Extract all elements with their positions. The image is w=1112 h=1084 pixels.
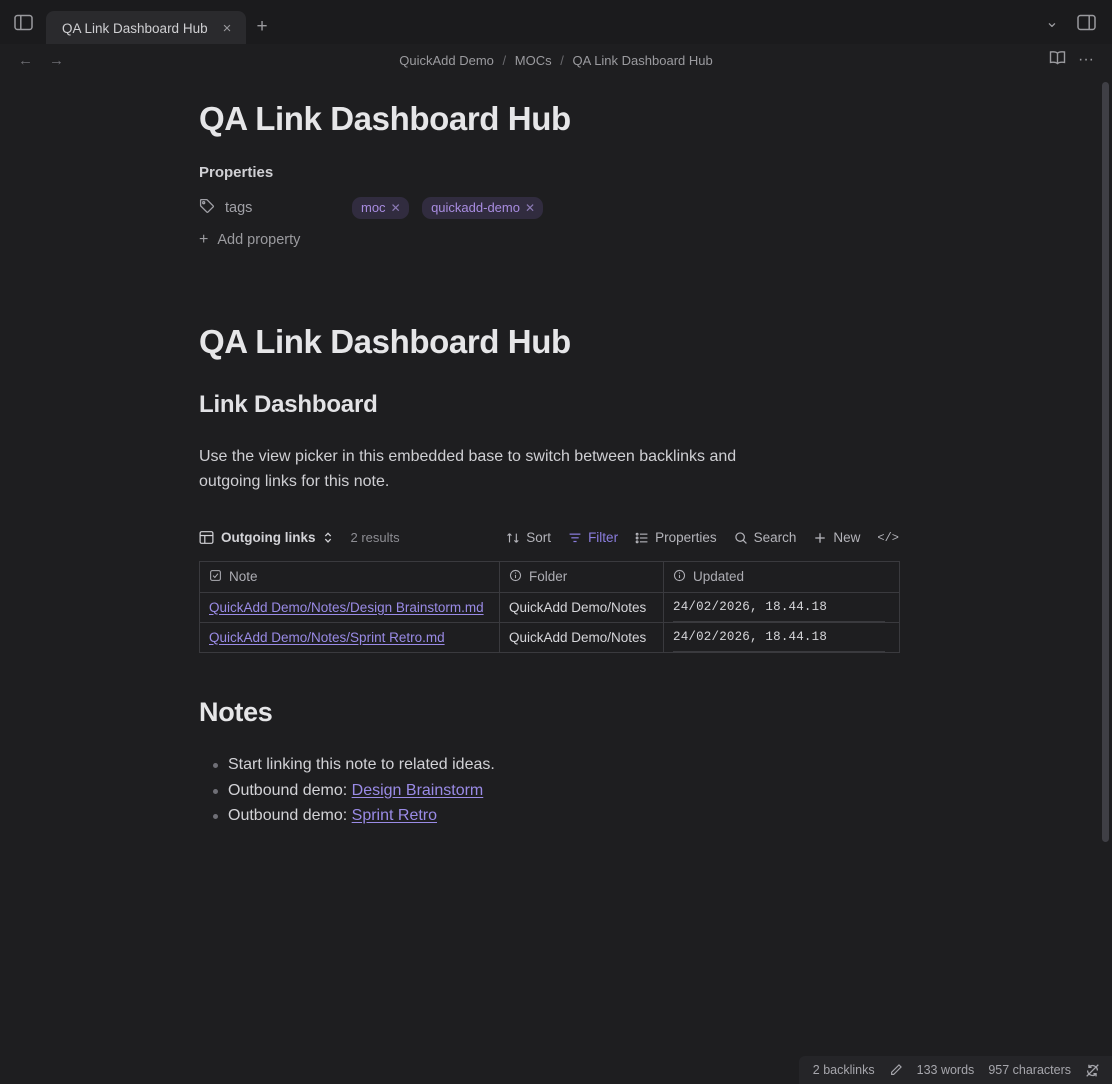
tag-pill-quickadd-demo[interactable]	[422, 197, 543, 219]
results-count: 2 results	[350, 530, 400, 546]
search-button[interactable]	[734, 530, 797, 545]
character-count: 957 characters	[988, 1063, 1071, 1077]
tag-label: quickadd-demo	[431, 200, 520, 215]
sort-button[interactable]	[506, 530, 551, 545]
tag-pill-moc[interactable]	[352, 197, 409, 219]
pencil-icon[interactable]	[889, 1063, 903, 1077]
column-header-folder[interactable]	[500, 561, 664, 592]
property-key-label: tags	[225, 200, 253, 216]
filter-icon	[568, 531, 582, 545]
property-key[interactable]	[199, 198, 352, 218]
new-tab-icon[interactable]: +	[256, 16, 268, 37]
view-header	[0, 44, 1112, 76]
tag-label: moc	[361, 200, 386, 215]
sort-label: Sort	[526, 530, 552, 546]
close-icon[interactable]: ×	[222, 19, 232, 37]
table-icon	[199, 530, 214, 545]
embedded-base	[199, 523, 899, 653]
base-table	[199, 561, 900, 653]
chevron-down-icon[interactable]: ⌄	[1045, 14, 1059, 31]
tag-icon	[199, 198, 215, 218]
cell-folder: QuickAdd Demo/Notes	[500, 622, 664, 652]
book-icon[interactable]	[1049, 50, 1066, 70]
property-row-tags	[199, 195, 1112, 221]
breadcrumb-item-0[interactable]: QuickAdd Demo	[399, 52, 494, 68]
notes-heading: Notes	[199, 696, 273, 727]
word-count: 133 words	[916, 1063, 975, 1077]
remove-tag-icon[interactable]: ✕	[524, 200, 536, 215]
back-icon[interactable]: ←	[18, 51, 33, 69]
header-actions	[1049, 50, 1112, 70]
code-icon-glyph: </>	[877, 530, 899, 545]
code-view-icon[interactable]	[877, 531, 899, 545]
new-label: New	[833, 530, 861, 546]
titlebar-controls	[1038, 0, 1112, 44]
list-item	[213, 803, 1112, 829]
backlinks-count[interactable]: 2 backlinks	[812, 1063, 875, 1077]
note-content	[0, 76, 1112, 1084]
plus-icon	[813, 531, 827, 545]
note-link[interactable]: QuickAdd Demo/Notes/Design Brainstorm.md	[209, 599, 484, 615]
table-body	[200, 592, 900, 652]
search-label: Search	[753, 530, 797, 546]
body-heading-1: QA Link Dashboard Hub	[199, 323, 571, 360]
info-icon	[509, 569, 522, 585]
list-item-text: Outbound demo:	[228, 807, 352, 825]
title-bar	[0, 0, 1112, 44]
sidebar-toggle-icon[interactable]	[0, 0, 46, 44]
table-row[interactable]	[200, 622, 900, 652]
list-item	[213, 752, 1112, 778]
more-options-icon[interactable]: ···	[1078, 51, 1094, 68]
view-name: Outgoing links	[221, 530, 316, 546]
info-icon	[673, 569, 686, 585]
status-bar	[799, 1056, 1112, 1084]
view-picker[interactable]	[199, 530, 333, 545]
cell-note[interactable]	[200, 592, 500, 622]
column-label: Folder	[529, 569, 568, 585]
navigation-arrows	[0, 52, 64, 69]
body-heading-2: Link Dashboard	[199, 391, 378, 418]
breadcrumb-item-1[interactable]: MOCs	[514, 52, 552, 68]
plus-icon: +	[199, 231, 209, 248]
column-header-note[interactable]	[200, 561, 500, 592]
table-head	[200, 561, 900, 592]
list-item	[213, 778, 1112, 804]
note-icon	[209, 569, 222, 585]
filter-button[interactable]	[568, 530, 618, 545]
properties-button[interactable]	[635, 530, 717, 545]
column-label: Updated	[693, 569, 745, 585]
remove-tag-icon[interactable]: ✕	[390, 200, 401, 215]
breadcrumb-separator: /	[502, 52, 507, 68]
breadcrumb	[0, 53, 1112, 68]
list-item-text: Start linking this note to related ideas.	[228, 755, 495, 773]
property-values	[352, 197, 552, 219]
cell-note[interactable]	[200, 622, 500, 652]
new-button[interactable]	[813, 530, 860, 545]
scrollbar-thumb[interactable]	[1102, 82, 1109, 842]
notes-list	[199, 752, 1112, 830]
note-link[interactable]: QuickAdd Demo/Notes/Sprint Retro.md	[209, 629, 445, 645]
internal-link-design-brainstorm[interactable]: Design Brainstorm	[351, 781, 484, 799]
internal-link-sprint-retro[interactable]: Sprint Retro	[351, 807, 438, 825]
tab-qa-link-dashboard-hub[interactable]	[46, 11, 246, 45]
table-header-row	[200, 561, 900, 592]
column-label: Note	[229, 569, 258, 585]
intro-paragraph: Use the view picker in this embedded base to switch between backlinks and outgoing links for this note.	[199, 448, 737, 490]
tab-label: QA Link Dashboard Hub	[62, 20, 208, 36]
add-property-label: Add property	[217, 232, 301, 248]
properties-icon	[635, 531, 649, 545]
column-header-updated[interactable]	[664, 561, 900, 592]
base-toolbar-actions	[506, 530, 899, 545]
search-icon	[734, 531, 748, 545]
sync-disabled-icon[interactable]	[1085, 1063, 1100, 1078]
scrollbar[interactable]	[1101, 76, 1110, 1084]
table-row[interactable]	[200, 592, 900, 622]
cell-updated: 24/02/2026, 18.44.18	[664, 592, 900, 622]
page-title: QA Link Dashboard Hub	[199, 100, 571, 137]
breadcrumb-item-2[interactable]: QA Link Dashboard Hub	[572, 52, 713, 68]
cell-updated: 24/02/2026, 18.44.18	[664, 622, 900, 652]
properties-label: Properties	[199, 164, 274, 181]
sort-icon	[506, 531, 520, 545]
breadcrumb-separator: /	[560, 52, 564, 68]
chevron-updown-icon[interactable]	[323, 531, 333, 544]
properties-label: Properties	[655, 530, 717, 546]
filter-label: Filter	[588, 530, 619, 546]
list-item-text: Outbound demo:	[228, 781, 352, 799]
forward-icon[interactable]: →	[49, 51, 64, 69]
base-toolbar	[199, 523, 899, 553]
add-property-button[interactable]	[199, 231, 1112, 249]
right-sidebar-icon[interactable]	[1072, 8, 1100, 36]
cell-folder: QuickAdd Demo/Notes	[500, 592, 664, 622]
